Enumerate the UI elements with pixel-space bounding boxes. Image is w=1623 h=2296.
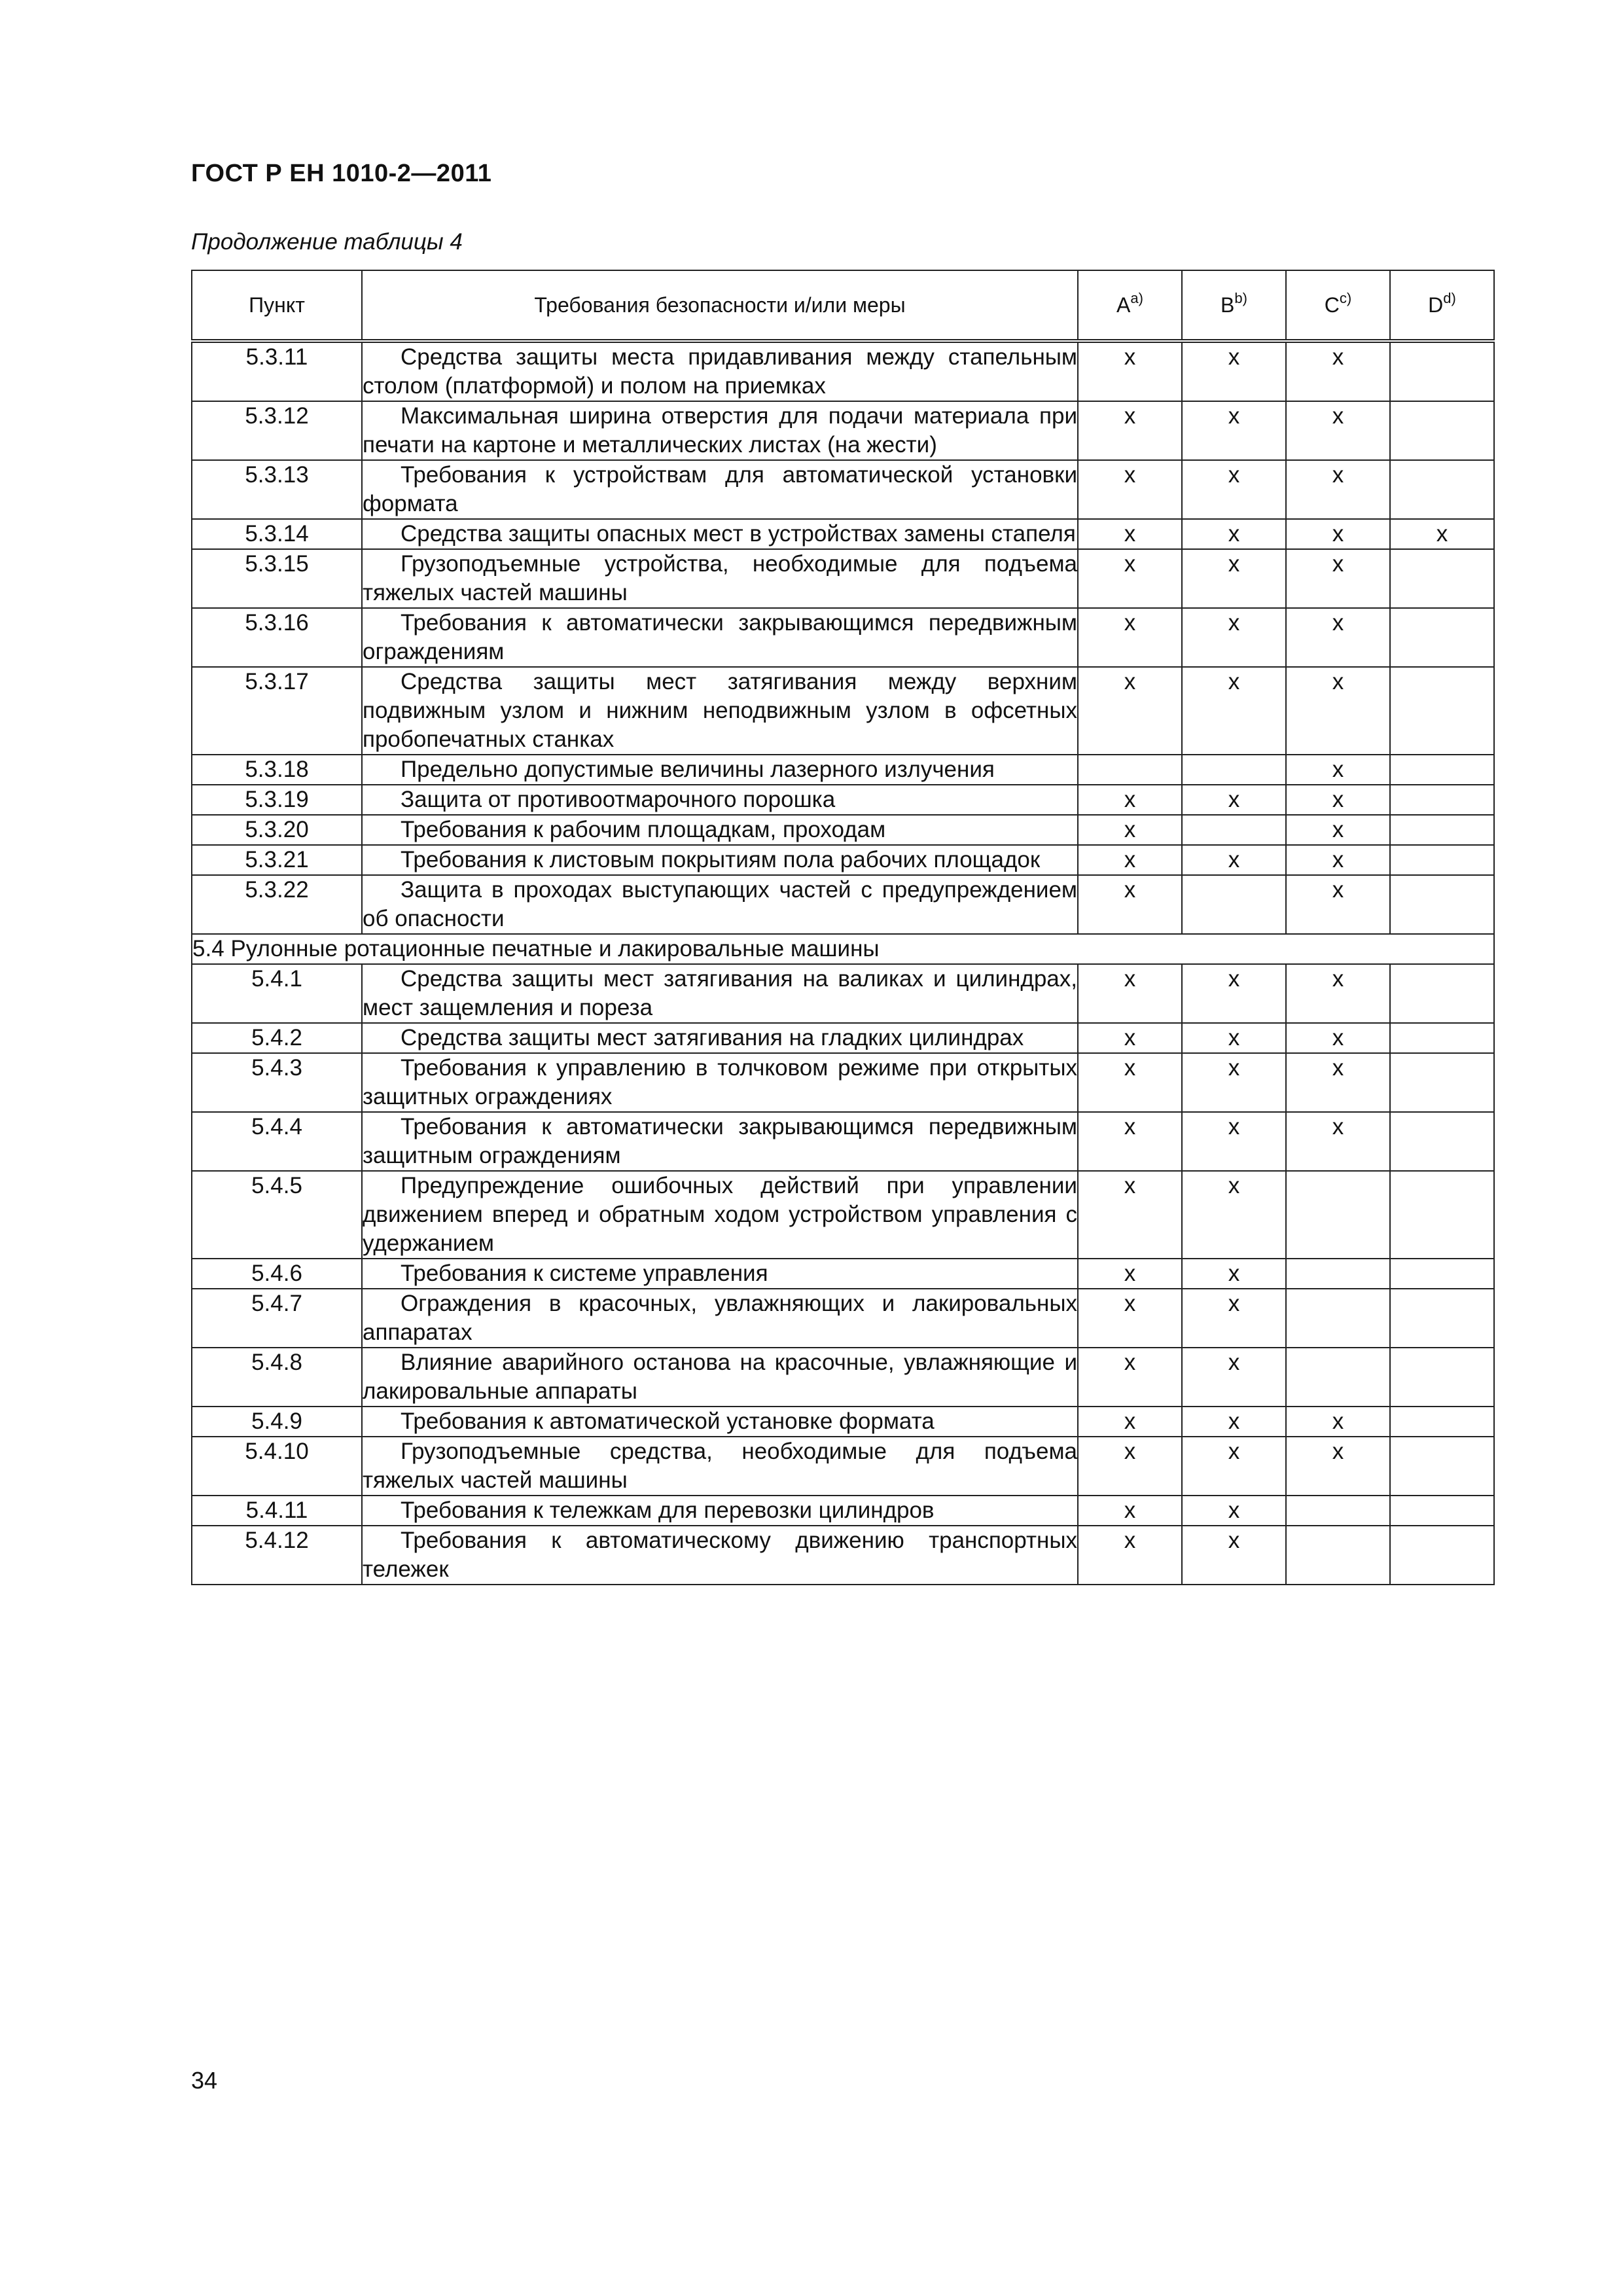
applicability-mark-c: x (1286, 1112, 1390, 1171)
table-row (192, 1053, 1494, 1112)
applicability-mark-b: x (1182, 1437, 1286, 1496)
applicability-mark-b: x (1182, 1259, 1286, 1289)
applicability-mark-d (1390, 1171, 1494, 1259)
requirement-text (362, 460, 1078, 519)
table-row (192, 1496, 1494, 1526)
table-row (192, 1407, 1494, 1437)
requirement-text (362, 1259, 1078, 1289)
applicability-mark-c: x (1286, 875, 1390, 934)
table-row (192, 1437, 1494, 1496)
point-number: 5.4.1 (192, 964, 362, 1023)
requirement-text (362, 1407, 1078, 1437)
point-number: 5.3.20 (192, 815, 362, 845)
applicability-mark-b: x (1182, 1348, 1286, 1407)
point-number: 5.4.3 (192, 1053, 362, 1112)
applicability-mark-a: x (1078, 964, 1182, 1023)
table-header-row (192, 270, 1494, 341)
applicability-mark-b: x (1182, 1112, 1286, 1171)
applicability-mark-c (1286, 1348, 1390, 1407)
table-row (192, 1348, 1494, 1407)
applicability-mark-a: x (1078, 341, 1182, 401)
applicability-mark-a: x (1078, 1407, 1182, 1437)
applicability-mark-d (1390, 964, 1494, 1023)
requirement-text-content: Требования к автоматически закрывающимся передвижным защитным ограждениям (363, 1114, 1077, 1168)
point-number: 5.4.9 (192, 1407, 362, 1437)
column-header-b: $B^{b)}$ (1182, 270, 1286, 341)
table-row (192, 519, 1494, 549)
requirement-text (362, 667, 1078, 755)
applicability-mark-d (1390, 845, 1494, 875)
table-row (192, 608, 1494, 667)
requirement-text-content: Максимальная ширина отверстия для подачи материала при печати на картоне и металлических листах (на жести) (363, 403, 1077, 457)
applicability-mark-c (1286, 1289, 1390, 1348)
applicability-mark-d (1390, 1023, 1494, 1053)
point-number: 5.4.8 (192, 1348, 362, 1407)
applicability-mark-d: x (1390, 519, 1494, 549)
applicability-mark-d (1390, 875, 1494, 934)
applicability-mark-d (1390, 755, 1494, 785)
table-row (192, 549, 1494, 608)
applicability-mark-a: x (1078, 460, 1182, 519)
applicability-mark-d (1390, 460, 1494, 519)
requirement-text (362, 815, 1078, 845)
applicability-mark-b (1182, 875, 1286, 934)
point-number: 5.4.12 (192, 1526, 362, 1585)
section-row (192, 934, 1494, 964)
applicability-mark-b: x (1182, 1171, 1286, 1259)
applicability-mark-c: x (1286, 1437, 1390, 1496)
requirement-text-content: Требования к тележкам для перевозки цилиндров (401, 1498, 935, 1523)
applicability-mark-b (1182, 755, 1286, 785)
applicability-mark-c: x (1286, 341, 1390, 401)
applicability-mark-a: x (1078, 1259, 1182, 1289)
requirement-text (362, 964, 1078, 1023)
applicability-mark-d (1390, 1112, 1494, 1171)
table-row (192, 964, 1494, 1023)
requirement-text-content: Защита в проходах выступающих частей с предупреждением об опасности (363, 877, 1077, 931)
requirement-text-content: Грузоподъемные средства, необходимые для подъема тяжелых частей машины (363, 1439, 1077, 1493)
point-number: 5.3.11 (192, 341, 362, 401)
table-row (192, 667, 1494, 755)
requirement-text (362, 1496, 1078, 1526)
requirement-text-content: Средства защиты места придавливания между стапельным столом (платформой) и полом на приемках (363, 344, 1077, 399)
applicability-mark-a: x (1078, 1053, 1182, 1112)
requirement-text-content: Требования к автоматической установке формата (401, 1408, 935, 1434)
applicability-mark-c: x (1286, 964, 1390, 1023)
point-number: 5.4.7 (192, 1289, 362, 1348)
applicability-mark-b: x (1182, 845, 1286, 875)
applicability-mark-d (1390, 785, 1494, 815)
table-row (192, 875, 1494, 934)
applicability-mark-d (1390, 1526, 1494, 1585)
table-row (192, 1171, 1494, 1259)
applicability-mark-a: x (1078, 1526, 1182, 1585)
requirement-text (362, 1023, 1078, 1053)
requirement-text (362, 875, 1078, 934)
table-row (192, 755, 1494, 785)
applicability-mark-b: x (1182, 1289, 1286, 1348)
page-number: 34 (191, 2067, 218, 2094)
point-number: 5.4.10 (192, 1437, 362, 1496)
requirement-text-content: Ограждения в красочных, увлажняющих и лакировальных аппаратах (363, 1291, 1077, 1345)
applicability-mark-b: x (1182, 401, 1286, 460)
applicability-mark-d (1390, 1053, 1494, 1112)
point-number: 5.3.18 (192, 755, 362, 785)
point-number: 5.3.15 (192, 549, 362, 608)
applicability-mark-d (1390, 1407, 1494, 1437)
applicability-mark-b: x (1182, 1053, 1286, 1112)
table-row (192, 460, 1494, 519)
point-number: 5.4.11 (192, 1496, 362, 1526)
applicability-mark-a (1078, 755, 1182, 785)
table-row (192, 1259, 1494, 1289)
requirement-text (362, 1053, 1078, 1112)
applicability-mark-c: x (1286, 815, 1390, 845)
applicability-mark-a: x (1078, 1437, 1182, 1496)
table-row (192, 341, 1494, 401)
applicability-mark-b: x (1182, 549, 1286, 608)
table-row (192, 845, 1494, 875)
point-number: 5.3.16 (192, 608, 362, 667)
table-body-section-5-4 (192, 964, 1494, 1585)
requirement-text-content: Требования к листовым покрытиям пола рабочих площадок (401, 847, 1041, 872)
requirement-text (362, 401, 1078, 460)
applicability-mark-d (1390, 608, 1494, 667)
section-title: 5.4 Рулонные ротационные печатные и лакировальные машины (192, 934, 1494, 964)
requirement-text (362, 1171, 1078, 1259)
requirement-text-content: Средства защиты мест затягивания между верхним подвижным узлом и нижним неподвижным узлом в офсетных пробопечатных станках (363, 669, 1077, 752)
requirement-text (362, 845, 1078, 875)
column-header-requirements: Требования безопасности и/или меры (362, 270, 1078, 341)
applicability-mark-a: x (1078, 1171, 1182, 1259)
point-number: 5.4.6 (192, 1259, 362, 1289)
applicability-mark-a: x (1078, 1289, 1182, 1348)
applicability-mark-d (1390, 1496, 1494, 1526)
applicability-mark-b: x (1182, 785, 1286, 815)
applicability-mark-a: x (1078, 608, 1182, 667)
applicability-mark-a: x (1078, 1496, 1182, 1526)
applicability-mark-a: x (1078, 815, 1182, 845)
requirement-text (362, 549, 1078, 608)
point-number: 5.3.14 (192, 519, 362, 549)
applicability-mark-b: x (1182, 667, 1286, 755)
applicability-mark-c: x (1286, 755, 1390, 785)
applicability-mark-a: x (1078, 1112, 1182, 1171)
applicability-mark-a: x (1078, 785, 1182, 815)
applicability-mark-a: x (1078, 1348, 1182, 1407)
applicability-mark-d (1390, 549, 1494, 608)
point-number: 5.4.4 (192, 1112, 362, 1171)
requirement-text-content: Средства защиты мест затягивания на валиках и цилиндрах, мест защемления и пореза (363, 966, 1077, 1020)
point-number: 5.4.5 (192, 1171, 362, 1259)
point-number: 5.3.21 (192, 845, 362, 875)
point-number: 5.3.12 (192, 401, 362, 460)
applicability-mark-a: x (1078, 875, 1182, 934)
applicability-mark-c: x (1286, 608, 1390, 667)
requirement-text-content: Требования к устройствам для автоматической установки формата (363, 462, 1077, 516)
table-row (192, 1526, 1494, 1585)
requirement-text-content: Требования к рабочим площадкам, проходам (401, 817, 886, 842)
table-row (192, 785, 1494, 815)
applicability-mark-d (1390, 1348, 1494, 1407)
applicability-mark-b: x (1182, 1407, 1286, 1437)
table-caption: Продолжение таблицы 4 (191, 229, 463, 255)
applicability-mark-a: x (1078, 519, 1182, 549)
applicability-mark-b: x (1182, 608, 1286, 667)
requirement-text (362, 1112, 1078, 1171)
applicability-mark-b: x (1182, 1023, 1286, 1053)
applicability-mark-c: x (1286, 1023, 1390, 1053)
applicability-mark-a: x (1078, 549, 1182, 608)
applicability-mark-b: x (1182, 341, 1286, 401)
applicability-mark-d (1390, 401, 1494, 460)
applicability-mark-d (1390, 667, 1494, 755)
applicability-mark-a: x (1078, 1023, 1182, 1053)
applicability-mark-a: x (1078, 845, 1182, 875)
applicability-mark-c: x (1286, 667, 1390, 755)
point-number: 5.3.19 (192, 785, 362, 815)
requirement-text-content: Средства защиты мест затягивания на гладких цилиндрах (401, 1025, 1024, 1050)
applicability-mark-c: x (1286, 401, 1390, 460)
applicability-mark-d (1390, 341, 1494, 401)
point-number: 5.3.22 (192, 875, 362, 934)
applicability-mark-d (1390, 1437, 1494, 1496)
applicability-mark-c: x (1286, 549, 1390, 608)
column-header-d: $D^{d)}$ (1390, 270, 1494, 341)
document-header: ГОСТ Р ЕН 1010-2—2011 (191, 160, 492, 187)
applicability-mark-d (1390, 815, 1494, 845)
applicability-mark-d (1390, 1259, 1494, 1289)
table-row (192, 815, 1494, 845)
requirement-text-content: Защита от противоотмарочного порошка (401, 787, 836, 812)
applicability-mark-b: x (1182, 460, 1286, 519)
applicability-mark-c: x (1286, 785, 1390, 815)
column-header-c: $C^{c)}$ (1286, 270, 1390, 341)
column-header-point: Пункт (192, 270, 362, 341)
requirement-text-content: Требования к автоматически закрывающимся передвижным ограждениям (363, 610, 1077, 664)
requirement-text (362, 1348, 1078, 1407)
table-row (192, 1112, 1494, 1171)
requirement-text (362, 1289, 1078, 1348)
requirement-text (362, 1437, 1078, 1496)
applicability-mark-a: x (1078, 667, 1182, 755)
applicability-mark-c (1286, 1526, 1390, 1585)
table-row (192, 401, 1494, 460)
requirement-text (362, 608, 1078, 667)
table-row (192, 1023, 1494, 1053)
table-row (192, 1289, 1494, 1348)
requirement-text (362, 755, 1078, 785)
requirement-text-content: Предупреждение ошибочных действий при управлении движением вперед и обратным ходом устройством управления с удержанием (363, 1173, 1077, 1256)
applicability-mark-c (1286, 1496, 1390, 1526)
applicability-mark-d (1390, 1289, 1494, 1348)
point-number: 5.3.17 (192, 667, 362, 755)
applicability-mark-b (1182, 815, 1286, 845)
applicability-mark-c: x (1286, 1407, 1390, 1437)
requirement-text (362, 785, 1078, 815)
table-body-section-5-3 (192, 341, 1494, 934)
applicability-mark-a: x (1078, 401, 1182, 460)
applicability-mark-b: x (1182, 519, 1286, 549)
applicability-mark-b: x (1182, 1496, 1286, 1526)
requirement-text (362, 519, 1078, 549)
applicability-mark-b: x (1182, 964, 1286, 1023)
requirement-text-content: Влияние аварийного останова на красочные, увлажняющие и лакировальные аппараты (363, 1350, 1077, 1404)
requirement-text-content: Требования к системе управления (401, 1261, 768, 1286)
applicability-mark-b: x (1182, 1526, 1286, 1585)
applicability-mark-c (1286, 1171, 1390, 1259)
applicability-mark-c (1286, 1259, 1390, 1289)
point-number: 5.3.13 (192, 460, 362, 519)
requirement-text-content: Грузоподъемные устройства, необходимые для подъема тяжелых частей машины (363, 551, 1077, 605)
column-header-a: $A^{a)}$ (1078, 270, 1182, 341)
requirement-text-content: Требования к управлению в толчковом режиме при открытых защитных ограждениях (363, 1055, 1077, 1109)
requirement-text-content: Средства защиты опасных мест в устройствах замены стапеля (401, 521, 1076, 547)
applicability-mark-c: x (1286, 1053, 1390, 1112)
applicability-mark-c: x (1286, 460, 1390, 519)
requirement-text (362, 1526, 1078, 1585)
requirement-text-content: Предельно допустимые величины лазерного излучения (401, 757, 995, 782)
point-number: 5.4.2 (192, 1023, 362, 1053)
requirement-text (362, 341, 1078, 401)
requirement-text-content: Требования к автоматическому движению транспортных тележек (363, 1528, 1077, 1582)
applicability-mark-c: x (1286, 519, 1390, 549)
table-body-section-title (192, 934, 1494, 964)
requirements-table (191, 270, 1495, 1585)
applicability-mark-c: x (1286, 845, 1390, 875)
